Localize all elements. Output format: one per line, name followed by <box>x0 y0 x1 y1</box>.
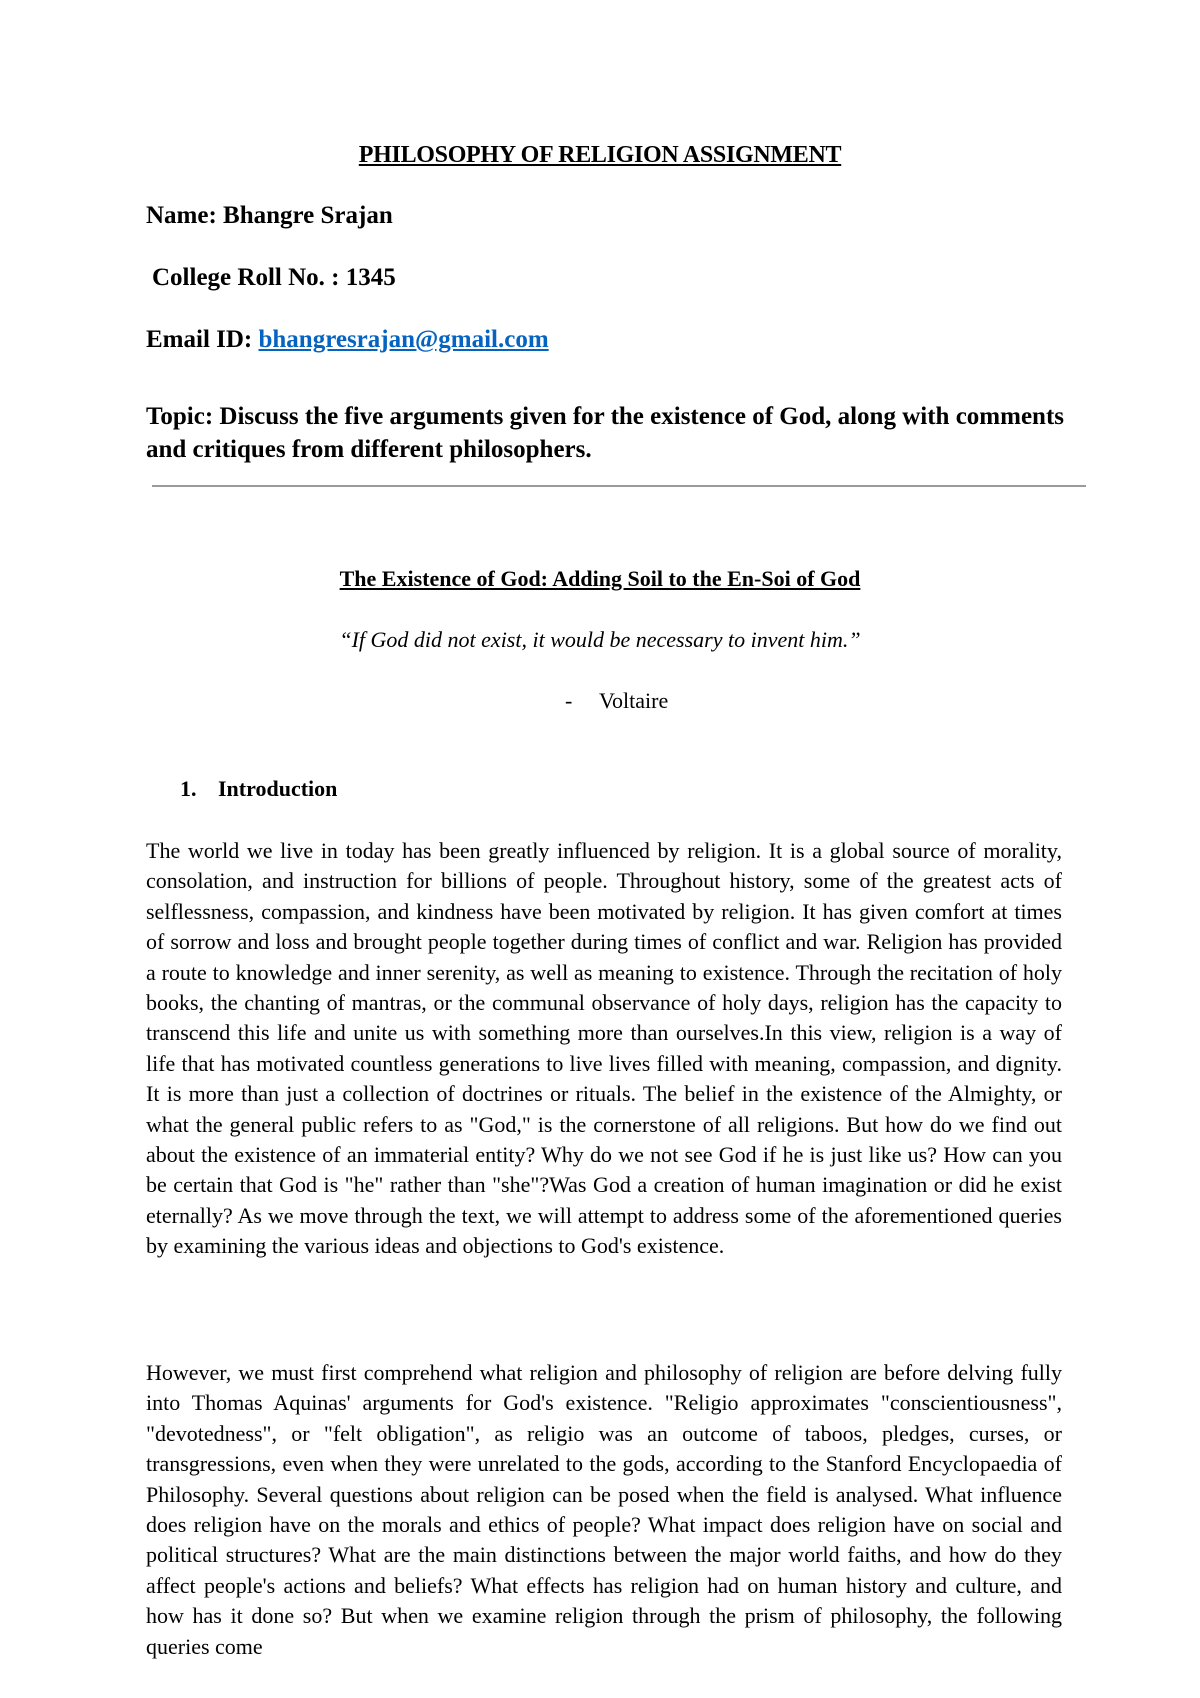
email-link[interactable]: bhangresrajan@gmail.com <box>258 326 549 353</box>
horizontal-divider <box>152 485 1086 487</box>
epigraph-attribution <box>565 688 668 714</box>
college-roll-number: College Roll No. : 1345 <box>152 264 396 291</box>
section-heading-introduction <box>180 776 337 802</box>
student-name: Name: Bhangre Srajan <box>146 202 393 229</box>
section-title: Introduction <box>218 776 338 801</box>
assignment-topic: Topic: Discuss the five arguments given for the existence of God, along with comments and critiques from different philosophers. <box>146 403 1064 463</box>
assignment-title: PHILOSOPHY OF RELIGION ASSIGNMENT <box>358 142 842 168</box>
paragraph: The world we live in today has been greatly influenced by religion. It is a global source of morality, consolation, and instruction for billions of people. Throughout history, some of the greatest acts of selflessness, compassion, and kindness have been motivated by religion. It has given comfort at times of sorrow and loss and brought people together during times of conflict and war. Religion has provided a route to knowledge and inner serenity, as well as meaning to existence. Through the recitation of holy books, the chanting of mantras, or the communal observance of holy days, religion has the capacity to transcend this life and unite us with something more than ourselves.In this view, religion is a way of life that has motivated countless generations to live lives filled with meaning, compassion, and dignity. It is more than just a collection of doctrines or rituals. The belief in the existence of the Almighty, or what the general public refers to as "God," is the cornerstone of all religions. But how do we find out about the existence of an immaterial entity? Why do we not see God if he is just like us? How can you be certain that God is "he" rather than "she"?Was God a creation of human imagination or did he exist eternally? As we move through the text, we will attempt to address some of the aforementioned queries by examining the various ideas and objections to God's existence. <box>146 838 1062 1259</box>
email-line <box>146 326 549 354</box>
attribution-author: Voltaire <box>599 688 669 713</box>
email-label: Email ID: <box>146 326 259 353</box>
attribution-dash: - <box>565 688 573 713</box>
paragraph: However, we must first comprehend what religion and philosophy of religion are before delving fully into Thomas Aquinas' arguments for God's existence. "Religio approximates "conscientiousness", "devotedness", or "felt obligation", as religio was an outcome of taboos, pledges, curses, or transgressions, even when they were unrelated to the gods, according to the Stanford Encyclopaedia of Philosophy. Several questions about religion can be posed when the field is analysed. What influence does religion have on the morals and ethics of people? What impact does religion have on social and political structures? What are the main distinctions between the major world faiths, and how do they affect people's actions and beliefs? What effects has religion had on human history and culture, and how has it done so? But when we examine religion through the prism of philosophy, the following queries come <box>146 1360 1062 1659</box>
essay-title: The Existence of God: Adding Soil to the En-Soi of God <box>339 566 861 591</box>
epigraph-quote: “If God did not exist, it would be necessary to invent him.” <box>339 627 861 652</box>
section-number: 1. <box>180 776 197 801</box>
